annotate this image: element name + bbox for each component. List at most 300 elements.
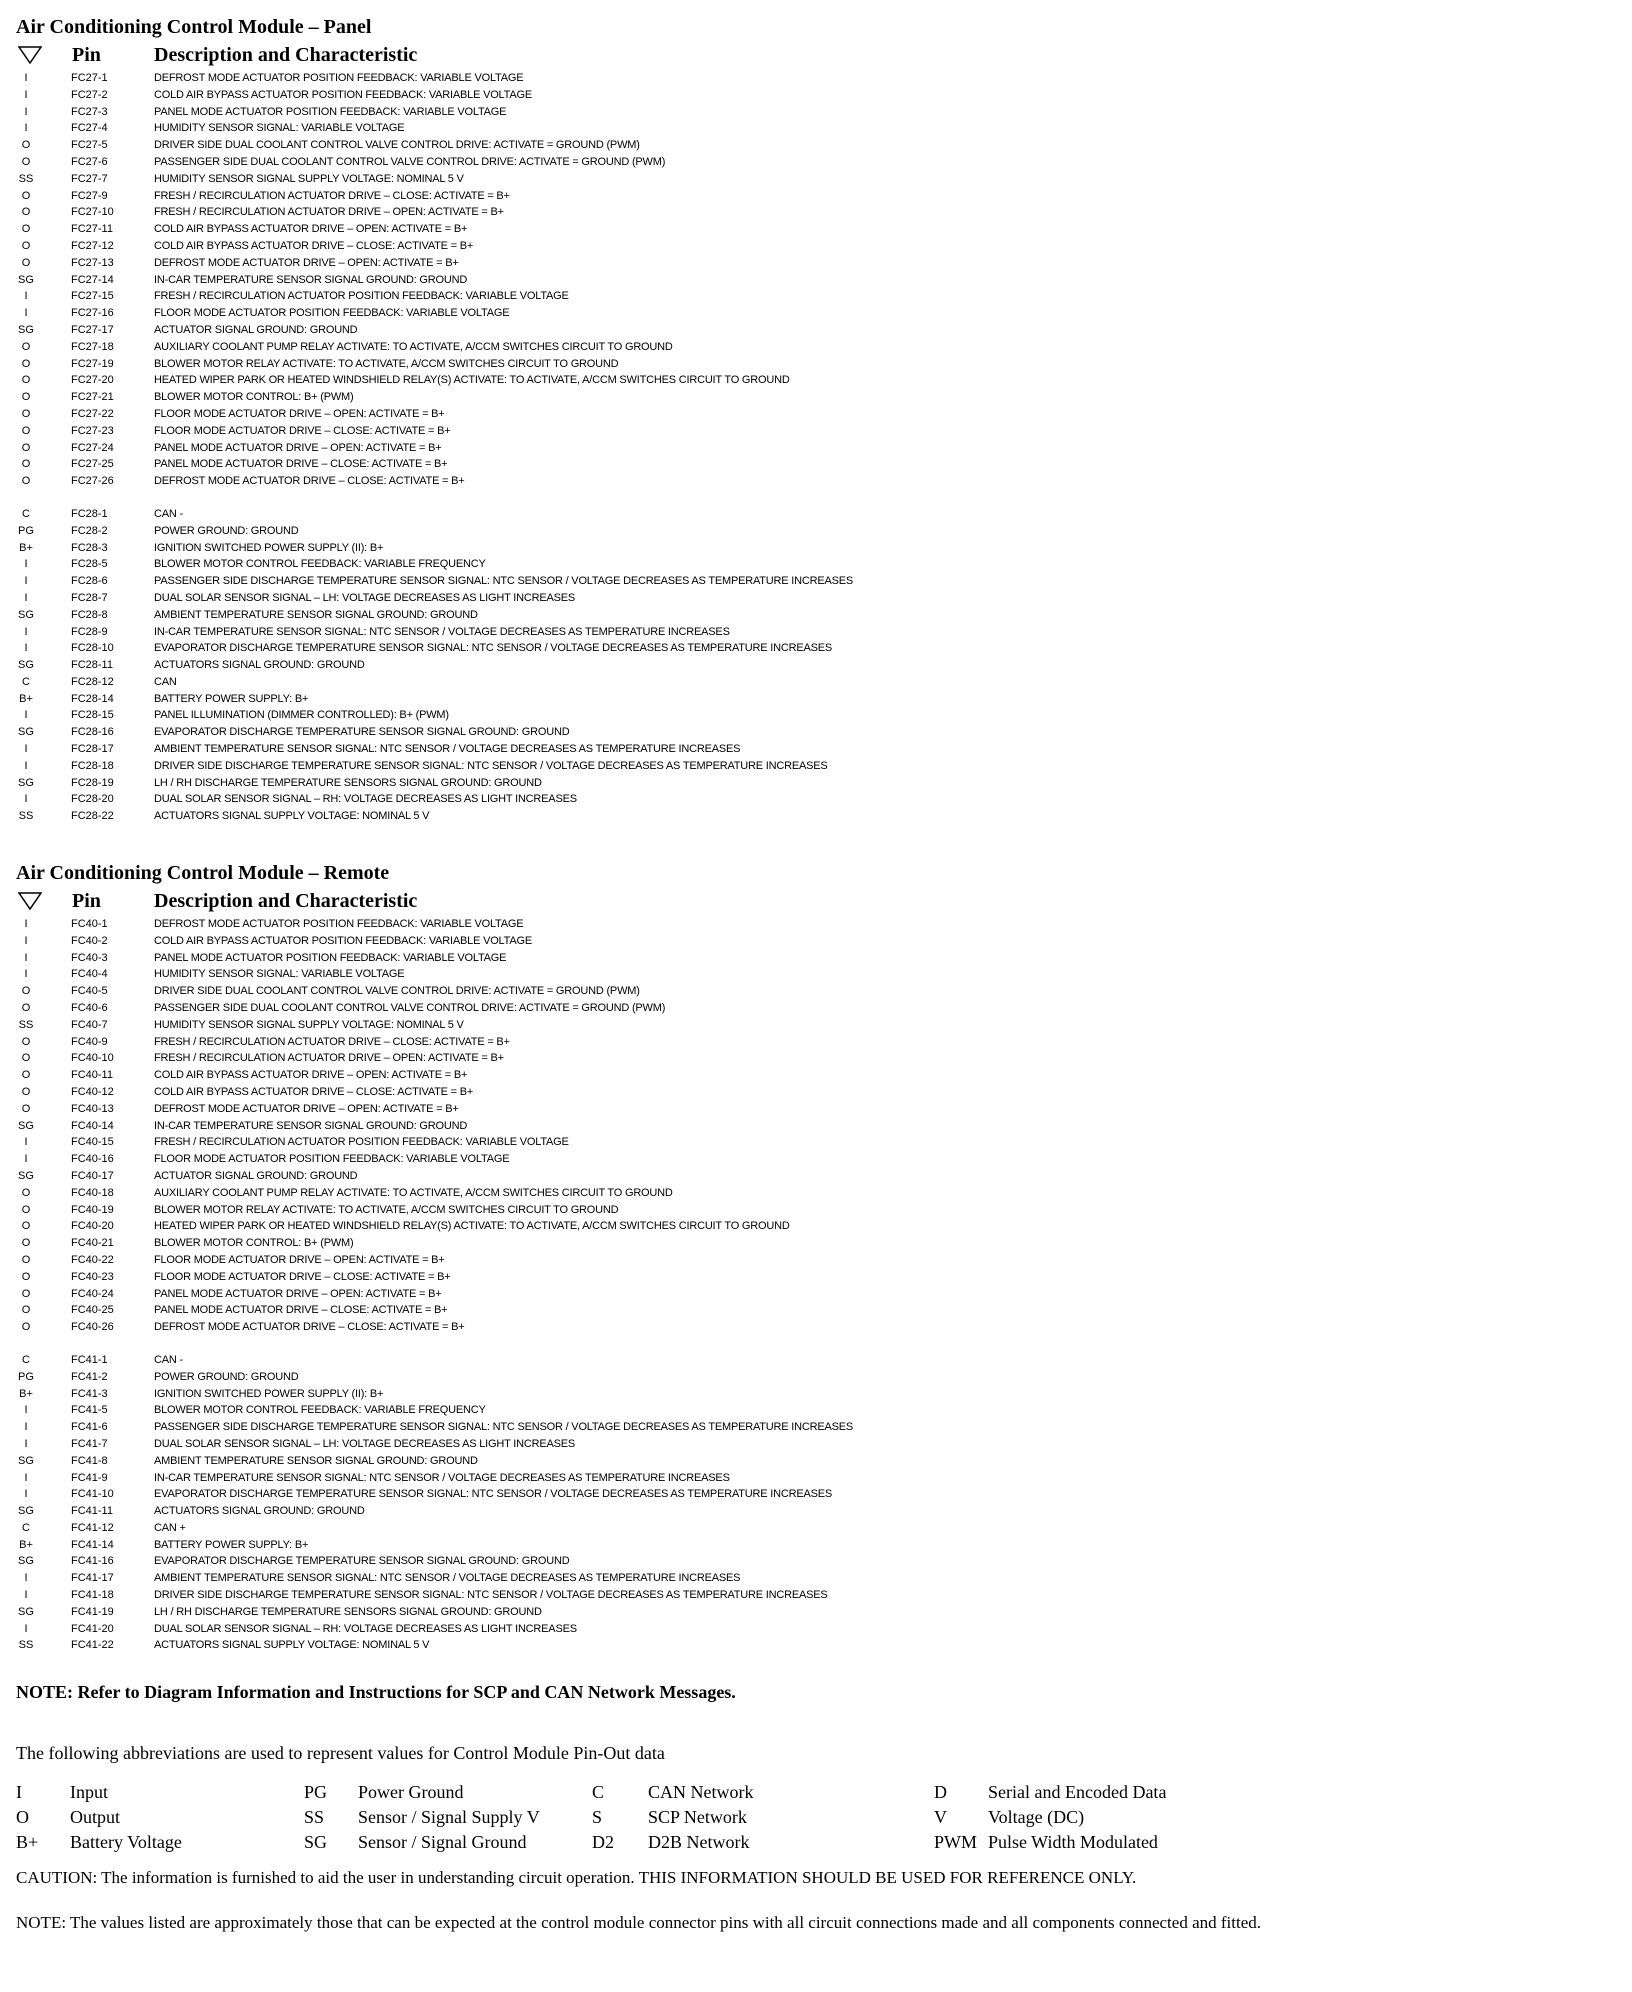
- pin-id: FC27-15: [71, 290, 114, 303]
- table-row: [16, 1537, 1616, 1554]
- pin-id: FC27-14: [71, 273, 114, 286]
- table-row: [16, 1218, 1616, 1235]
- table-row: [16, 758, 1616, 775]
- abbreviation-code: PWM: [934, 1832, 978, 1852]
- signal-type: I: [24, 951, 28, 964]
- table-row: [16, 70, 1616, 87]
- pin-id: FC40-12: [71, 1085, 114, 1098]
- pin-id: FC40-21: [71, 1237, 114, 1250]
- signal-type: I: [24, 1471, 28, 1484]
- signal-type: C: [22, 1521, 30, 1534]
- signal-type: SG: [18, 1119, 34, 1132]
- pin-id: FC41-19: [71, 1605, 114, 1618]
- pin-description: DUAL SOLAR SENSOR SIGNAL – LH: VOLTAGE DECREASES AS LIGHT INCREASES: [154, 591, 576, 604]
- pin-id: FC27-20: [71, 374, 114, 387]
- signal-type: SG: [18, 1454, 34, 1467]
- table-row: [16, 372, 1616, 389]
- pin-id: FC28-11: [71, 659, 113, 672]
- pin-description: DEFROST MODE ACTUATOR DRIVE – CLOSE: ACTIVATE = B+: [154, 1321, 465, 1334]
- signal-type: I: [24, 290, 28, 303]
- signal-type: I: [24, 1572, 28, 1585]
- signal-type: C: [22, 675, 30, 688]
- pin-description: DEFROST MODE ACTUATOR DRIVE – OPEN: ACTIVATE = B+: [154, 256, 459, 269]
- description-column-header: Description and Characteristic: [154, 44, 418, 66]
- pin-id: FC27-5: [71, 139, 108, 152]
- table-row: [16, 950, 1616, 967]
- pin-id: FC28-9: [71, 625, 108, 638]
- abbreviation-meaning: SCP Network: [648, 1807, 747, 1827]
- pin-description: BLOWER MOTOR CONTROL FEEDBACK: VARIABLE FREQUENCY: [154, 558, 486, 571]
- pin-description: PANEL MODE ACTUATOR DRIVE – OPEN: ACTIVATE = B+: [154, 1287, 442, 1300]
- pin-description: PASSENGER SIDE DUAL COOLANT CONTROL VALVE CONTROL DRIVE: ACTIVATE = GROUND (PWM): [154, 1001, 666, 1014]
- table-row: [16, 624, 1616, 641]
- signal-type: O: [21, 239, 31, 252]
- pin-description: EVAPORATOR DISCHARGE TEMPERATURE SENSOR SIGNAL: NTC SENSOR / VOLTAGE DECREASES AS TEMPERATURE INCREASES: [154, 1488, 833, 1501]
- signal-type: SS: [18, 1018, 34, 1031]
- pin-id: FC40-24: [71, 1287, 114, 1300]
- pin-id: FC41-9: [71, 1471, 108, 1484]
- table-row: [16, 356, 1616, 373]
- signal-type: O: [21, 441, 31, 454]
- pin-description: IN-CAR TEMPERATURE SENSOR SIGNAL: NTC SENSOR / VOLTAGE DECREASES AS TEMPERATURE INCREASES: [154, 1471, 730, 1484]
- pin-id: FC28-14: [71, 692, 114, 705]
- pin-description: DRIVER SIDE DISCHARGE TEMPERATURE SENSOR SIGNAL: NTC SENSOR / VOLTAGE DECREASES AS TEMPERATURE INCREASES: [154, 759, 828, 772]
- signal-type: I: [24, 625, 28, 638]
- pin-description: ACTUATORS SIGNAL GROUND: GROUND: [154, 1505, 365, 1518]
- signal-type: O: [21, 1321, 31, 1334]
- pin-id: FC41-7: [71, 1437, 108, 1450]
- pin-id: FC41-5: [71, 1404, 108, 1417]
- table-row: [16, 1269, 1616, 1286]
- pin-id: FC28-12: [71, 675, 114, 688]
- pin-id: FC40-3: [71, 951, 108, 964]
- pin-id: FC41-22: [71, 1639, 114, 1652]
- abbreviation-code: B+: [16, 1832, 39, 1852]
- signal-type: I: [24, 558, 28, 571]
- pin-id: FC40-14: [71, 1119, 114, 1132]
- signal-type: O: [21, 1304, 31, 1317]
- remote-module-section: [16, 860, 1616, 1654]
- pin-id: FC40-2: [71, 934, 108, 947]
- pin-description: FRESH / RECIRCULATION ACTUATOR DRIVE – OPEN: ACTIVATE = B+: [154, 206, 504, 219]
- abbreviation-code: S: [592, 1807, 603, 1827]
- table-row: [16, 1369, 1616, 1386]
- pin-description: FRESH / RECIRCULATION ACTUATOR DRIVE – CLOSE: ACTIVATE = B+: [154, 1035, 510, 1048]
- signal-type: I: [24, 122, 28, 135]
- abbreviation-code: V: [934, 1807, 947, 1827]
- pin-description: PASSENGER SIDE DISCHARGE TEMPERATURE SENSOR SIGNAL: NTC SENSOR / VOLTAGE DECREASES AS TEMPERATURE INCREASES: [154, 575, 854, 588]
- pin-id: FC27-4: [71, 122, 108, 135]
- signal-type: SG: [18, 726, 34, 739]
- pin-id: FC40-18: [71, 1186, 114, 1199]
- pin-id: FC28-19: [71, 776, 114, 789]
- table-row: [16, 120, 1616, 137]
- table-row: [16, 573, 1616, 590]
- table-row: [16, 540, 1616, 557]
- pin-description: FLOOR MODE ACTUATOR DRIVE – OPEN: ACTIVATE = B+: [154, 1253, 445, 1266]
- pin-description: PASSENGER SIDE DUAL COOLANT CONTROL VALVE CONTROL DRIVE: ACTIVATE = GROUND (PWM): [154, 155, 666, 168]
- table-row: [16, 707, 1616, 724]
- pin-description: FRESH / RECIRCULATION ACTUATOR POSITION FEEDBACK: VARIABLE VOLTAGE: [154, 1136, 569, 1149]
- table-row: [16, 1084, 1616, 1101]
- signal-type: PG: [18, 524, 34, 537]
- table-row: [16, 1419, 1616, 1436]
- pin-id: FC27-19: [71, 357, 114, 370]
- signal-type: O: [21, 1001, 31, 1014]
- table-row: [16, 523, 1616, 540]
- pin-description: CAN -: [154, 1353, 183, 1366]
- signal-type: O: [21, 1287, 31, 1300]
- table-row: [16, 221, 1616, 238]
- abbreviation-meaning: Output: [70, 1807, 121, 1827]
- table-row: [16, 691, 1616, 708]
- abbreviation-item: [304, 1780, 624, 1804]
- pin-description: FLOOR MODE ACTUATOR POSITION FEEDBACK: VARIABLE VOLTAGE: [154, 307, 510, 320]
- pin-description: HEATED WIPER PARK OR HEATED WINDSHIELD RELAY(S) ACTIVATE: TO ACTIVATE, A/CCM SWITCHES CIRCUIT TO GROUND: [154, 374, 790, 387]
- pin-description: FLOOR MODE ACTUATOR DRIVE – OPEN: ACTIVATE = B+: [154, 407, 445, 420]
- pin-id: FC41-12: [71, 1521, 114, 1534]
- pin-id: FC40-17: [71, 1169, 114, 1182]
- pin-description: BLOWER MOTOR CONTROL: B+ (PWM): [154, 391, 354, 404]
- signal-type: I: [24, 1589, 28, 1602]
- caution-note: CAUTION: The information is furnished to aid the user in understanding circuit operation. THIS INFORMATION SHOULD BE USED FOR REFERENCE ONLY.: [16, 1868, 1137, 1887]
- table-row: [16, 456, 1616, 473]
- abbreviation-code: D: [934, 1782, 947, 1802]
- pin-description: HUMIDITY SENSOR SIGNAL SUPPLY VOLTAGE: NOMINAL 5 V: [154, 1018, 464, 1031]
- signal-type: I: [24, 88, 28, 101]
- pin-id: FC41-16: [71, 1555, 114, 1568]
- signal-type: I: [24, 709, 28, 722]
- pin-id: FC41-8: [71, 1454, 108, 1467]
- pin-id: FC27-6: [71, 155, 108, 168]
- table-row: [16, 1286, 1616, 1303]
- table-row: [16, 1202, 1616, 1219]
- abbreviation-code: PG: [304, 1782, 328, 1802]
- pin-description: BATTERY POWER SUPPLY: B+: [154, 692, 309, 705]
- signal-type: SS: [18, 810, 34, 823]
- pin-description: ACTUATORS SIGNAL SUPPLY VOLTAGE: NOMINAL 5 V: [154, 1639, 430, 1652]
- abbreviation-item: [16, 1830, 336, 1854]
- table-row: [16, 1034, 1616, 1051]
- pin-id: FC28-15: [71, 709, 114, 722]
- pin-description: COLD AIR BYPASS ACTUATOR POSITION FEEDBACK: VARIABLE VOLTAGE: [154, 934, 532, 947]
- signal-type: O: [21, 458, 31, 471]
- abbreviation-item: [592, 1830, 912, 1854]
- signal-type: I: [24, 1622, 28, 1635]
- table-row: [16, 1352, 1616, 1369]
- abbreviation-item: [592, 1805, 912, 1829]
- abbreviations-legend: [16, 1780, 1616, 1854]
- abbreviation-item: [592, 1780, 912, 1804]
- pin-id: FC27-24: [71, 441, 114, 454]
- signal-type: O: [21, 1102, 31, 1115]
- abbreviation-item: [16, 1780, 336, 1804]
- pin-description: DEFROST MODE ACTUATOR POSITION FEEDBACK: VARIABLE VOLTAGE: [154, 918, 524, 930]
- table-row: [16, 1436, 1616, 1453]
- pin-id: FC28-22: [71, 810, 114, 823]
- signal-type: O: [21, 1237, 31, 1250]
- pin-description: CAN: [154, 675, 177, 688]
- values-note: NOTE: The values listed are approximately those that can be expected at the control module connector pins with all circuit connections made and all components connected and fitted.: [16, 1913, 1261, 1932]
- pin-description: BLOWER MOTOR CONTROL FEEDBACK: VARIABLE FREQUENCY: [154, 1404, 486, 1417]
- abbreviation-meaning: Serial and Encoded Data: [988, 1782, 1167, 1802]
- signal-type: I: [24, 642, 28, 655]
- signal-type: SG: [18, 273, 34, 286]
- table-row: [16, 1520, 1616, 1537]
- pin-description: COLD AIR BYPASS ACTUATOR POSITION FEEDBACK: VARIABLE VOLTAGE: [154, 88, 532, 101]
- table-row: [16, 1570, 1616, 1587]
- table-row: [16, 775, 1616, 792]
- table-row: [16, 1151, 1616, 1168]
- abbreviation-meaning: Sensor / Signal Ground: [358, 1832, 527, 1852]
- table-row: [16, 406, 1616, 423]
- signal-type: O: [21, 424, 31, 437]
- pin-id: FC28-16: [71, 726, 114, 739]
- signal-type: SG: [18, 1505, 34, 1518]
- signal-type: O: [21, 407, 31, 420]
- section-title: Air Conditioning Control Module – Remote: [16, 862, 390, 884]
- pin-id: FC41-17: [71, 1572, 114, 1585]
- table-row: [16, 590, 1616, 607]
- signal-type: O: [21, 475, 31, 488]
- table-row: [16, 171, 1616, 188]
- signal-type: SG: [18, 608, 34, 621]
- pin-id: FC40-6: [71, 1001, 108, 1014]
- abbreviation-code: D2: [592, 1832, 614, 1852]
- table-row: [16, 1386, 1616, 1403]
- pin-id: FC40-26: [71, 1321, 114, 1334]
- abbreviation-item: [934, 1830, 1254, 1854]
- signal-type: O: [21, 189, 31, 202]
- signal-type-triangle-icon: [18, 892, 42, 910]
- pin-description: PANEL MODE ACTUATOR POSITION FEEDBACK: VARIABLE VOLTAGE: [154, 951, 507, 964]
- signal-type: I: [24, 1153, 28, 1166]
- pin-id: FC28-6: [71, 575, 108, 588]
- table-row: [16, 137, 1616, 154]
- pin-description: DEFROST MODE ACTUATOR POSITION FEEDBACK: VARIABLE VOLTAGE: [154, 72, 524, 84]
- pin-description: FLOOR MODE ACTUATOR DRIVE – CLOSE: ACTIVATE = B+: [154, 1270, 451, 1283]
- table-row: [16, 1118, 1616, 1135]
- table-row: [16, 1587, 1616, 1604]
- table-row: [16, 1486, 1616, 1503]
- signal-type: PG: [18, 1370, 34, 1383]
- table-row: [16, 188, 1616, 205]
- pin-id: FC27-25: [71, 458, 114, 471]
- signal-type: O: [21, 1085, 31, 1098]
- signal-type: O: [21, 256, 31, 269]
- signal-type: SG: [18, 1169, 34, 1182]
- pin-description: DEFROST MODE ACTUATOR DRIVE – OPEN: ACTIVATE = B+: [154, 1102, 459, 1115]
- pin-id: FC27-10: [71, 206, 114, 219]
- pin-id: FC27-23: [71, 424, 114, 437]
- signal-type: I: [24, 759, 28, 772]
- pin-id: FC40-5: [71, 985, 108, 998]
- pin-id: FC40-11: [71, 1069, 113, 1082]
- signal-type: O: [21, 374, 31, 387]
- pin-description: EVAPORATOR DISCHARGE TEMPERATURE SENSOR SIGNAL GROUND: GROUND: [154, 1555, 570, 1568]
- pin-id: FC40-15: [71, 1136, 114, 1149]
- pin-id: FC41-6: [71, 1421, 108, 1434]
- pin-description: BLOWER MOTOR RELAY ACTIVATE: TO ACTIVATE, A/CCM SWITCHES CIRCUIT TO GROUND: [154, 357, 619, 370]
- table-row: [16, 288, 1616, 305]
- signal-type: B+: [19, 1387, 33, 1400]
- table-row: [16, 440, 1616, 457]
- pin-id: FC28-1: [71, 507, 108, 520]
- pin-description: IGNITION SWITCHED POWER SUPPLY (II): B+: [154, 541, 384, 554]
- signal-type: I: [24, 743, 28, 756]
- pin-column-header: Pin: [72, 44, 101, 66]
- signal-type: I: [24, 1421, 28, 1434]
- pin-description: POWER GROUND: GROUND: [154, 524, 299, 537]
- pin-description: DRIVER SIDE DUAL COOLANT CONTROL VALVE CONTROL DRIVE: ACTIVATE = GROUND (PWM): [154, 985, 640, 998]
- pin-id: FC27-22: [71, 407, 114, 420]
- pin-description: FRESH / RECIRCULATION ACTUATOR POSITION FEEDBACK: VARIABLE VOLTAGE: [154, 290, 569, 303]
- pin-id: FC41-20: [71, 1622, 114, 1635]
- signal-type: SG: [18, 659, 34, 672]
- signal-type: B+: [19, 541, 33, 554]
- table-row: [16, 741, 1616, 758]
- pin-id: FC28-7: [71, 591, 108, 604]
- table-row: [16, 1402, 1616, 1419]
- pin-description: DUAL SOLAR SENSOR SIGNAL – LH: VOLTAGE DECREASES AS LIGHT INCREASES: [154, 1437, 576, 1450]
- signal-type: I: [24, 1488, 28, 1501]
- pin-description: DEFROST MODE ACTUATOR DRIVE – CLOSE: ACTIVATE = B+: [154, 475, 465, 488]
- table-row: [16, 1000, 1616, 1017]
- pin-id: FC40-16: [71, 1153, 114, 1166]
- pin-description: PANEL MODE ACTUATOR POSITION FEEDBACK: VARIABLE VOLTAGE: [154, 105, 507, 118]
- pin-id: FC27-7: [71, 172, 108, 185]
- pin-description: AMBIENT TEMPERATURE SENSOR SIGNAL: NTC SENSOR / VOLTAGE DECREASES AS TEMPERATURE INCREASES: [154, 1572, 741, 1585]
- pin-description: BLOWER MOTOR CONTROL: B+ (PWM): [154, 1237, 354, 1250]
- table-row: [16, 255, 1616, 272]
- pin-id: FC40-19: [71, 1203, 114, 1216]
- table-row: [16, 1050, 1616, 1067]
- signal-type: O: [21, 1069, 31, 1082]
- pin-id: FC40-20: [71, 1220, 114, 1233]
- signal-type: B+: [19, 1538, 33, 1551]
- pin-description: PANEL MODE ACTUATOR DRIVE – CLOSE: ACTIVATE = B+: [154, 458, 448, 471]
- pin-description: ACTUATORS SIGNAL SUPPLY VOLTAGE: NOMINAL 5 V: [154, 810, 430, 823]
- signal-type: I: [24, 1136, 28, 1149]
- abbreviation-meaning: Power Ground: [358, 1782, 464, 1802]
- pin-id: FC27-12: [71, 239, 114, 252]
- table-row: [16, 1470, 1616, 1487]
- table-row: [16, 389, 1616, 406]
- pin-description: IGNITION SWITCHED POWER SUPPLY (II): B+: [154, 1387, 384, 1400]
- signal-type: O: [21, 1270, 31, 1283]
- table-row: [16, 87, 1616, 104]
- table-row: [16, 473, 1616, 490]
- pin-description: EVAPORATOR DISCHARGE TEMPERATURE SENSOR SIGNAL: NTC SENSOR / VOLTAGE DECREASES AS TEMPERATURE INCREASES: [154, 642, 833, 655]
- table-row: [16, 983, 1616, 1000]
- abbreviation-code: SG: [304, 1832, 328, 1852]
- network-note: NOTE: Refer to Diagram Information and Instructions for SCP and CAN Network Messages.: [16, 1682, 736, 1702]
- group-separator: [16, 1336, 1616, 1352]
- pin-description: IN-CAR TEMPERATURE SENSOR SIGNAL: NTC SENSOR / VOLTAGE DECREASES AS TEMPERATURE INCREASES: [154, 625, 730, 638]
- pin-id: FC28-18: [71, 759, 114, 772]
- pin-column-header: Pin: [72, 890, 101, 912]
- table-row: [16, 272, 1616, 289]
- table-row: [16, 1067, 1616, 1084]
- pin-id: FC28-17: [71, 743, 114, 756]
- signal-type: SG: [18, 323, 34, 336]
- signal-type: SS: [18, 1639, 34, 1652]
- pin-id: FC27-1: [71, 72, 108, 84]
- pin-id: FC27-11: [71, 223, 113, 236]
- table-row: [16, 607, 1616, 624]
- signal-type: C: [22, 1353, 30, 1366]
- pin-id: FC27-16: [71, 307, 114, 320]
- pin-id: FC40-10: [71, 1052, 114, 1065]
- pin-id: FC41-3: [71, 1387, 108, 1400]
- table-row: [16, 916, 1616, 933]
- abbreviation-item: [304, 1805, 624, 1829]
- abbreviation-meaning: Pulse Width Modulated: [988, 1832, 1158, 1852]
- signal-type: I: [24, 72, 28, 84]
- pin-description: DRIVER SIDE DISCHARGE TEMPERATURE SENSOR SIGNAL: NTC SENSOR / VOLTAGE DECREASES AS TEMPERATURE INCREASES: [154, 1589, 828, 1602]
- pin-id: FC28-3: [71, 541, 108, 554]
- table-row: [16, 1553, 1616, 1570]
- abbreviation-meaning: CAN Network: [648, 1782, 754, 1802]
- section-title: Air Conditioning Control Module – Panel: [16, 16, 372, 38]
- pin-description: EVAPORATOR DISCHARGE TEMPERATURE SENSOR SIGNAL GROUND: GROUND: [154, 726, 570, 739]
- pin-description: HUMIDITY SENSOR SIGNAL: VARIABLE VOLTAGE: [154, 968, 405, 981]
- signal-type-triangle-icon: [18, 46, 42, 64]
- signal-type: SG: [18, 1605, 34, 1618]
- table-row: [16, 1604, 1616, 1621]
- pin-description: HUMIDITY SENSOR SIGNAL SUPPLY VOLTAGE: NOMINAL 5 V: [154, 172, 464, 185]
- pin-description: IN-CAR TEMPERATURE SENSOR SIGNAL GROUND: GROUND: [154, 1119, 468, 1132]
- group-separator: [16, 490, 1616, 506]
- pin-description: IN-CAR TEMPERATURE SENSOR SIGNAL GROUND: GROUND: [154, 273, 468, 286]
- pin-description: PANEL ILLUMINATION (DIMMER CONTROLLED): B+ (PWM): [154, 709, 449, 722]
- pin-description: ACTUATORS SIGNAL GROUND: GROUND: [154, 659, 365, 672]
- pin-description: DRIVER SIDE DUAL COOLANT CONTROL VALVE CONTROL DRIVE: ACTIVATE = GROUND (PWM): [154, 139, 640, 152]
- table-row: [16, 1134, 1616, 1151]
- abbreviation-code: I: [16, 1782, 22, 1802]
- table-row: [16, 1185, 1616, 1202]
- pin-description: LH / RH DISCHARGE TEMPERATURE SENSORS SIGNAL GROUND: GROUND: [154, 1605, 542, 1618]
- table-row: [16, 657, 1616, 674]
- pin-id: FC40-4: [71, 968, 108, 981]
- table-row: [16, 1235, 1616, 1252]
- abbreviations-intro: The following abbreviations are used to represent values for Control Module Pin-Out data: [16, 1743, 665, 1763]
- pin-description: AMBIENT TEMPERATURE SENSOR SIGNAL GROUND: GROUND: [154, 1454, 478, 1467]
- pin-id: FC27-18: [71, 340, 114, 353]
- signal-type: O: [21, 139, 31, 152]
- table-row: [16, 1319, 1616, 1336]
- pin-id: FC41-10: [71, 1488, 114, 1501]
- signal-type: C: [22, 507, 30, 520]
- pin-id: FC27-3: [71, 105, 108, 118]
- pin-id: FC28-20: [71, 793, 114, 806]
- pin-id: FC27-9: [71, 189, 108, 202]
- table-header: [16, 40, 1616, 70]
- table-row: [16, 1101, 1616, 1118]
- signal-type: I: [24, 1404, 28, 1417]
- signal-type: O: [21, 206, 31, 219]
- table-row: [16, 506, 1616, 523]
- pin-id: FC41-2: [71, 1370, 108, 1383]
- pin-description: FRESH / RECIRCULATION ACTUATOR DRIVE – CLOSE: ACTIVATE = B+: [154, 189, 510, 202]
- signal-type: SG: [18, 1555, 34, 1568]
- signal-type: O: [21, 1052, 31, 1065]
- pin-id: FC41-1: [71, 1353, 108, 1366]
- table-row: [16, 933, 1616, 950]
- pin-description: PASSENGER SIDE DISCHARGE TEMPERATURE SENSOR SIGNAL: NTC SENSOR / VOLTAGE DECREASES AS TEMPERATURE INCREASES: [154, 1421, 854, 1434]
- table-row: [16, 1503, 1616, 1520]
- signal-type: O: [21, 1203, 31, 1216]
